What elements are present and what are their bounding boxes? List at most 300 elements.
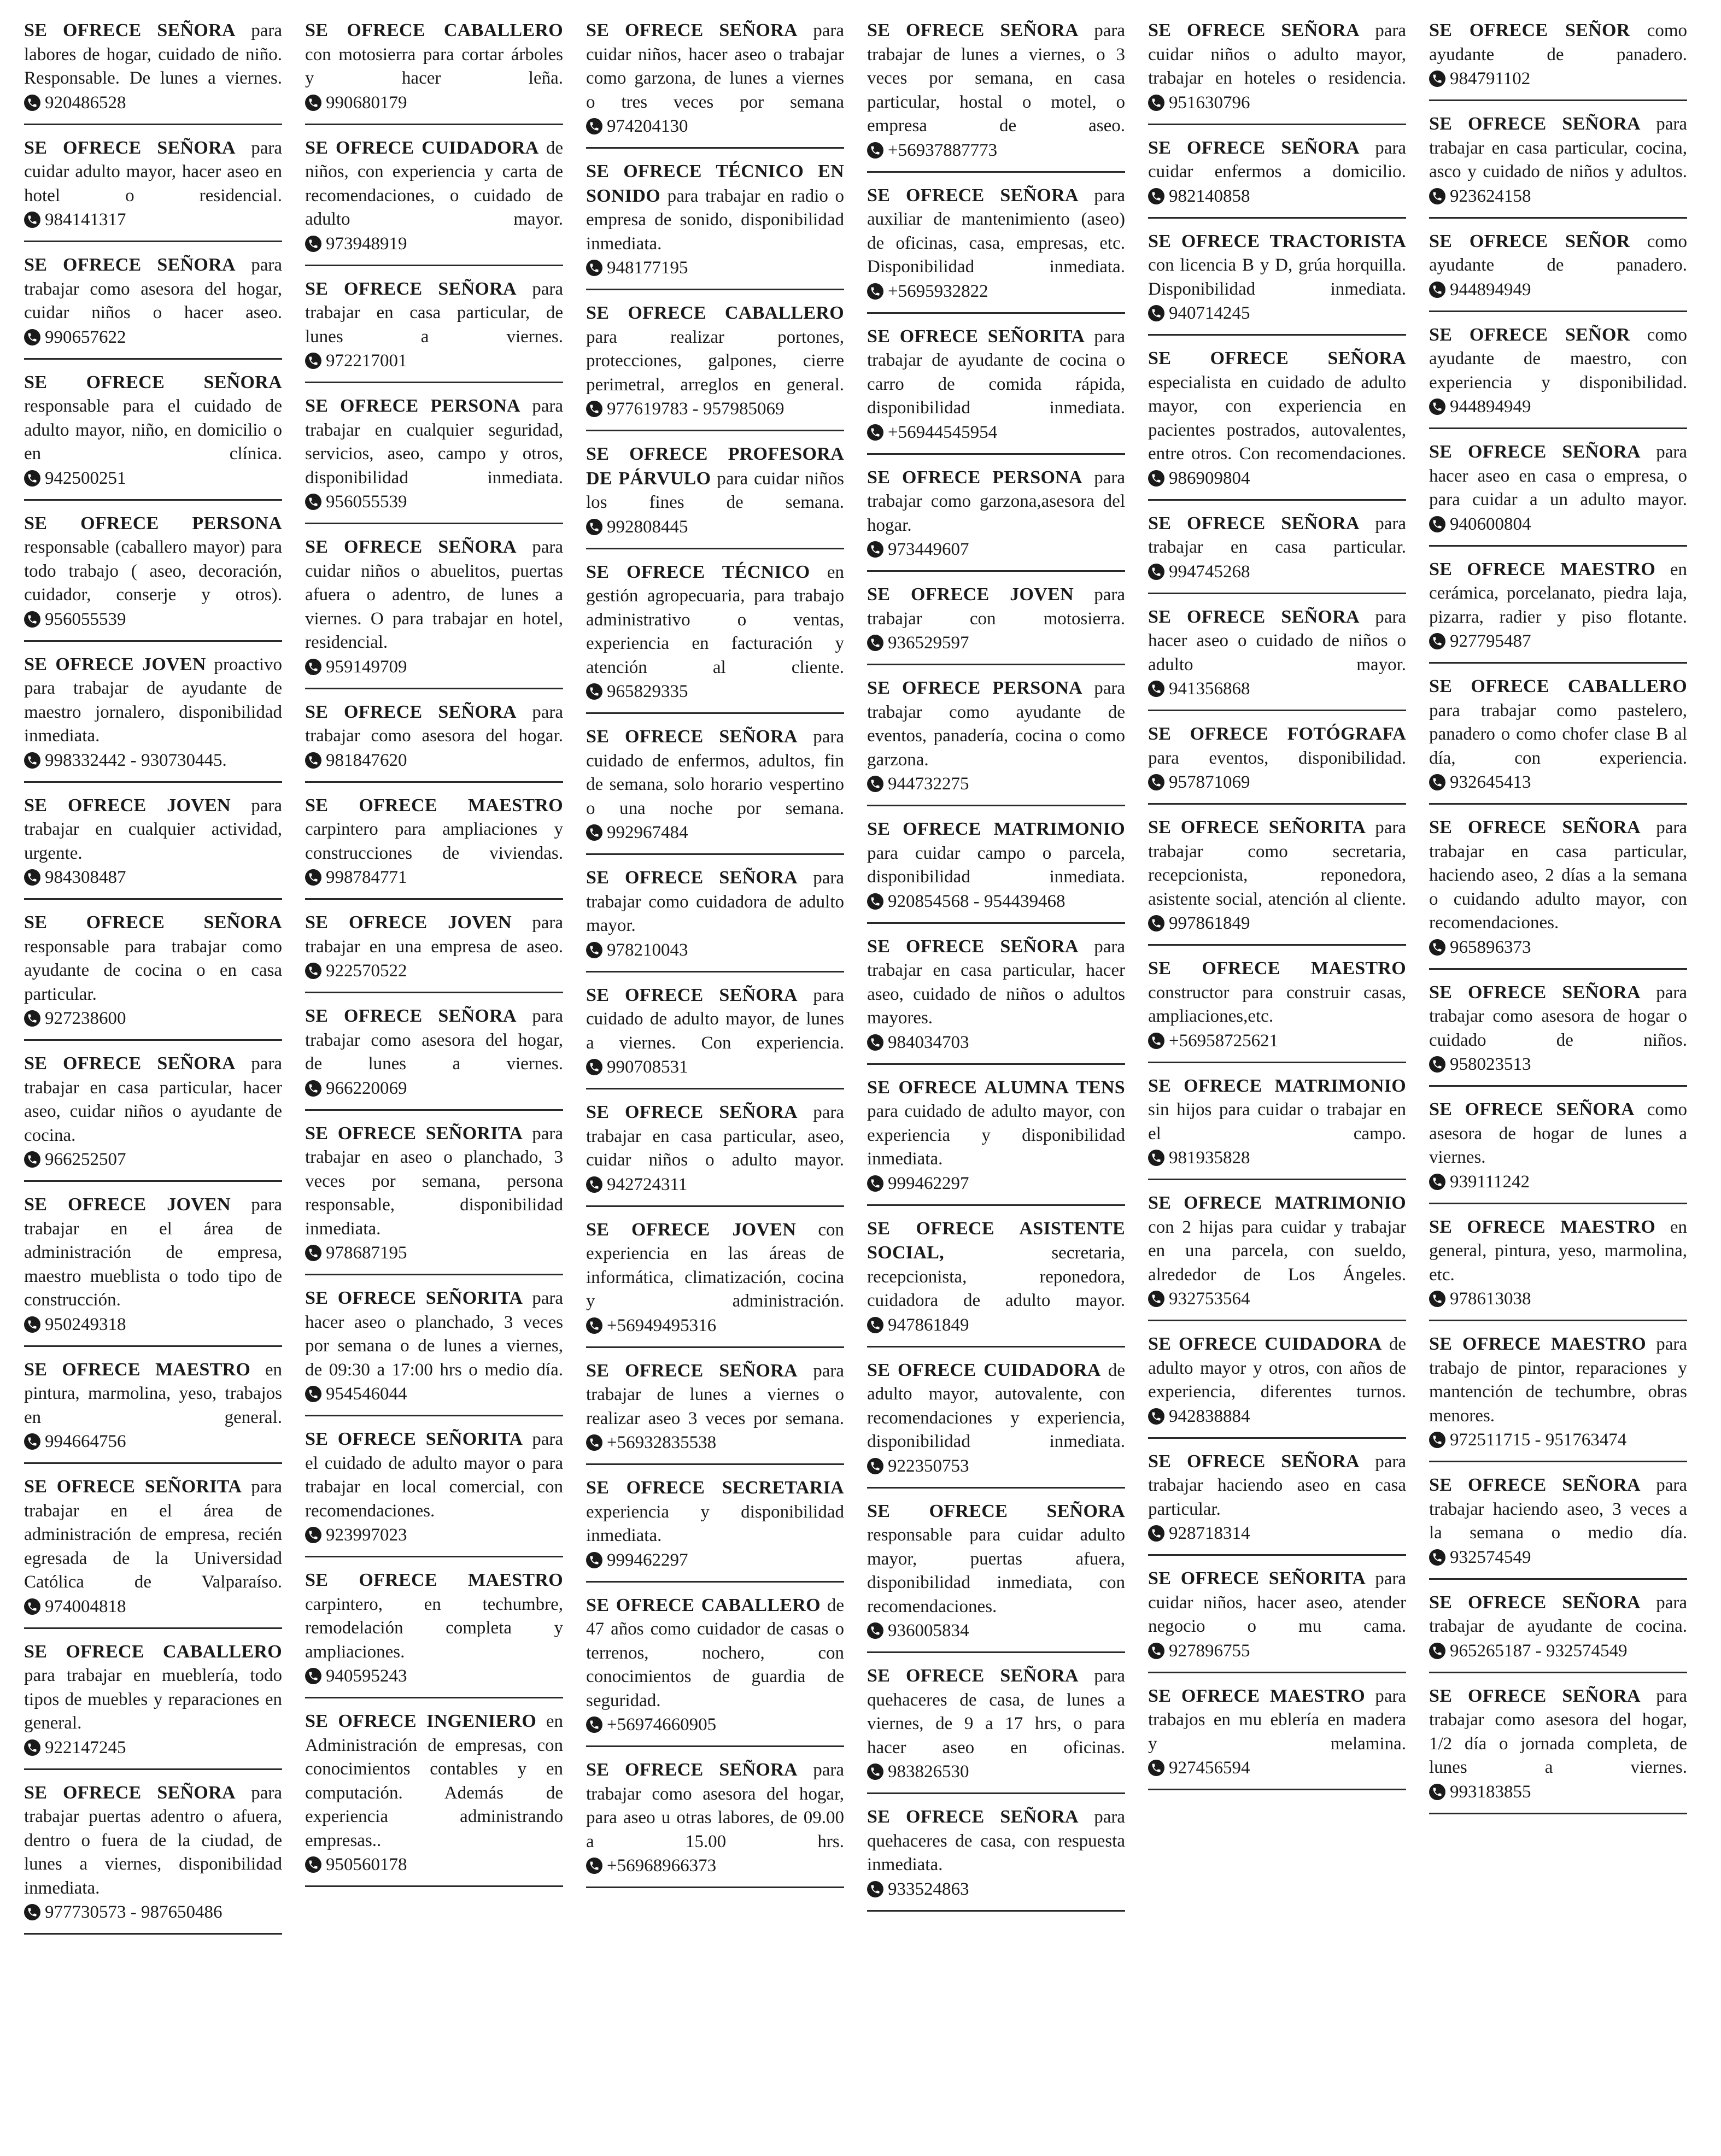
ad-phone xyxy=(24,1431,282,1452)
ad-description: para labores de hogar, cuidado de niño. Responsable. De lunes a viernes. xyxy=(24,21,282,88)
classified-ad xyxy=(24,253,282,360)
ad-heading: SE OFRECE CABALLERO xyxy=(24,1641,282,1662)
ad-description: para realizar portones, protecciones, galpones, cierre perimetral, arreglos en general. xyxy=(586,327,844,395)
phone-number: 927896755 xyxy=(1169,1641,1250,1661)
ad-heading: SE OFRECE SEÑOR xyxy=(1429,324,1630,345)
classified-ad xyxy=(867,935,1125,1065)
phone-number: 927238600 xyxy=(45,1009,126,1028)
ad-description: para trabajar en casa particular, aseo, cuidar niños o adulto mayor. xyxy=(586,1103,844,1170)
ad-heading: SE OFRECE SEÑORA xyxy=(867,1501,1125,1521)
classified-ad xyxy=(1148,1332,1406,1439)
ad-heading: SE OFRECE SEÑORA xyxy=(586,727,798,747)
ad-text xyxy=(586,1593,844,1713)
ad-text xyxy=(1429,1215,1687,1287)
ad-heading: SE OFRECE INGENIERO xyxy=(305,1711,537,1731)
ad-phone xyxy=(867,890,1125,912)
ad-description: para el cuidado de adulto mayor o para trabajar en local comercial, con recomendaciones. xyxy=(305,1429,563,1521)
ad-phone xyxy=(1429,185,1687,207)
ad-phone xyxy=(24,1901,282,1923)
ad-heading: SE OFRECE SEÑORA xyxy=(1429,1475,1641,1495)
ad-phone xyxy=(867,1032,1125,1053)
ad-description: para cuidar niños o adulto mayor, trabajar en hoteles o residencia. xyxy=(1148,21,1406,88)
ad-text xyxy=(867,325,1125,420)
ad-heading: SE OFRECE SEÑORITA xyxy=(1148,817,1366,837)
phone-icon xyxy=(586,1317,602,1334)
ad-text xyxy=(1148,1684,1406,1756)
ad-text xyxy=(586,1359,844,1431)
ad-text xyxy=(305,700,563,748)
column-5 xyxy=(1148,19,1406,2156)
ad-description: para hacer aseo o cuidado de niños o adulto mayor. xyxy=(1148,607,1406,675)
ad-phone xyxy=(305,92,563,114)
ad-text xyxy=(1429,558,1687,630)
phone-icon xyxy=(867,283,883,300)
ad-phone xyxy=(586,1315,844,1337)
phone-number: 923997023 xyxy=(326,1525,407,1545)
ad-phone xyxy=(1148,912,1406,934)
ad-heading: SE OFRECE SEÑORA xyxy=(305,537,517,557)
column-2 xyxy=(305,19,563,2156)
ad-description: para trabajar haciendo aseo, 3 veces a la semana o medio día. xyxy=(1429,1475,1687,1543)
phone-icon xyxy=(24,1010,40,1027)
phone-icon xyxy=(24,1316,40,1333)
phone-icon xyxy=(305,869,321,886)
classified-ad xyxy=(1148,1191,1406,1321)
ad-heading: SE OFRECE SEÑORA xyxy=(1148,606,1360,627)
ad-text xyxy=(305,1427,563,1523)
ad-text xyxy=(586,160,844,256)
classified-ad xyxy=(1429,816,1687,970)
ad-phone xyxy=(586,398,844,420)
phone-number: +56932835538 xyxy=(607,1433,717,1452)
ad-heading: SE OFRECE SEÑORA xyxy=(1429,982,1641,1003)
phone-number: 965265187 - 932574549 xyxy=(1450,1641,1628,1661)
classified-ad xyxy=(1148,1567,1406,1673)
ad-phone xyxy=(867,1878,1125,1900)
ad-phone xyxy=(305,1665,563,1687)
phone-icon xyxy=(586,401,602,417)
ad-heading: SE OFRECE SEÑORA xyxy=(867,185,1079,206)
ad-heading: SE OFRECE SEÑORA xyxy=(586,1102,798,1122)
classified-ad xyxy=(305,1709,563,1887)
classified-ad xyxy=(586,1476,844,1583)
ad-heading: SE OFRECE SEÑOR xyxy=(1429,20,1630,40)
ad-text xyxy=(586,866,844,938)
ad-text xyxy=(305,911,563,959)
ad-phone xyxy=(1429,396,1687,418)
ad-text xyxy=(1429,440,1687,512)
ad-phone xyxy=(586,516,844,538)
phone-number: 966220069 xyxy=(326,1078,407,1098)
ad-text xyxy=(1148,1332,1406,1404)
ad-text xyxy=(1429,1098,1687,1170)
ad-description: para trabajar en cualquier actividad, urgente. xyxy=(24,795,282,863)
ad-text xyxy=(24,1640,282,1736)
ad-heading: SE OFRECE SEÑORA xyxy=(24,372,282,392)
ad-phone xyxy=(24,866,282,888)
ad-text xyxy=(867,1805,1125,1877)
ad-heading: SE OFRECE MAESTRO xyxy=(1148,958,1406,979)
phone-number: 922147245 xyxy=(45,1737,126,1757)
ad-description: para cuidado de enfermos, adultos, fin de semana, solo horario vespertino o una noche por semana. xyxy=(586,727,844,818)
ad-description: para cuidar niños o abuelitos, puertas afuera o adentro, de lunes a viernes. O para trabajar en hotel, residencial. xyxy=(305,537,563,652)
ad-description: para trabajar en casa particular. xyxy=(1148,513,1406,557)
ad-description: experiencia y disponibilidad inmediata. xyxy=(586,1502,844,1545)
ad-description: para cuidar campo o parcela, disponibilidad inmediata. xyxy=(867,843,1125,887)
ad-description: para trabajar como asesora del hogar. xyxy=(305,702,563,746)
classified-ad xyxy=(867,583,1125,665)
phone-number: 940595243 xyxy=(326,1666,407,1686)
ad-heading: SE OFRECE SEÑORA xyxy=(1429,114,1641,134)
ad-phone xyxy=(1429,771,1687,793)
ad-text xyxy=(1148,136,1406,184)
classified-ad xyxy=(24,1193,282,1347)
phone-icon xyxy=(24,212,40,228)
phone-number: 920486528 xyxy=(45,92,126,113)
phone-icon xyxy=(867,1317,883,1333)
phone-icon xyxy=(24,611,40,628)
phone-icon xyxy=(586,1059,602,1075)
ad-text xyxy=(1429,323,1687,395)
phone-icon xyxy=(586,1716,602,1733)
phone-icon xyxy=(867,1175,883,1192)
ad-text xyxy=(24,794,282,866)
ad-text xyxy=(586,725,844,821)
phone-number: +5695932822 xyxy=(888,281,988,301)
ad-description: con experiencia en las áreas de informática, climatización, cocina y administración. xyxy=(586,1220,844,1311)
phone-number: 994745268 xyxy=(1169,561,1250,582)
ad-phone xyxy=(867,773,1125,795)
ad-phone xyxy=(1429,1429,1687,1451)
ad-phone xyxy=(24,1314,282,1335)
phone-icon xyxy=(1148,95,1164,111)
phone-number: 941356868 xyxy=(1169,679,1250,699)
ad-text xyxy=(1429,816,1687,935)
classified-ad xyxy=(1429,558,1687,664)
ad-text xyxy=(305,394,563,490)
ad-description: para trabajar en cualquier seguridad, servicios, aseo, campo y otros, disponibilidad inmediata. xyxy=(305,396,564,488)
phone-icon xyxy=(867,541,883,558)
ad-description: para trabajar en casa particular, hacer aseo, cuidado de niños o adultos mayores. xyxy=(867,936,1125,1028)
phone-icon xyxy=(24,1904,40,1920)
ad-phone xyxy=(1429,1171,1687,1193)
phone-number: 974204130 xyxy=(607,116,688,136)
ad-phone xyxy=(305,491,563,513)
ad-heading: SE OFRECE SEÑORA xyxy=(586,20,798,40)
phone-number: +56937887773 xyxy=(888,140,998,160)
ad-phone xyxy=(24,749,282,771)
classified-ad xyxy=(867,466,1125,572)
ad-phone xyxy=(1429,513,1687,535)
ad-phone xyxy=(1148,1288,1406,1310)
ad-description: como ayudante de maestro, con experiencia y disponibilidad. xyxy=(1429,325,1688,392)
classified-ad xyxy=(1148,1684,1406,1791)
ad-phone xyxy=(24,1737,282,1759)
phone-icon xyxy=(1429,188,1445,204)
ad-phone xyxy=(1429,1781,1687,1803)
classified-ad xyxy=(1148,19,1406,125)
phone-icon xyxy=(867,776,883,792)
classified-ad xyxy=(1429,440,1687,547)
phone-icon xyxy=(1148,915,1164,931)
ad-heading: SE OFRECE SEÑORA xyxy=(586,1360,798,1381)
classified-ad xyxy=(1429,1215,1687,1322)
ad-phone xyxy=(24,209,282,231)
ad-heading: SE OFRECE JOVEN xyxy=(305,912,512,933)
ad-heading: SE OFRECE SEÑORA xyxy=(24,137,236,158)
ad-description: para trabajar de lunes a viernes o realizar aseo 3 veces por semana. xyxy=(586,1361,844,1428)
ad-text xyxy=(586,1476,844,1548)
phone-icon xyxy=(1429,939,1445,956)
ad-heading: SE OFRECE SEÑORA xyxy=(1429,1099,1635,1120)
phone-number: 990657622 xyxy=(45,327,126,347)
classified-ad xyxy=(867,19,1125,173)
ad-text xyxy=(586,983,844,1056)
ad-text xyxy=(305,1286,563,1382)
classified-ad xyxy=(586,725,844,855)
phone-icon xyxy=(1429,1432,1445,1448)
ad-text xyxy=(305,136,563,232)
ad-heading: SE OFRECE MAESTRO xyxy=(1429,1334,1647,1354)
ad-description: como ayudante de panadero. xyxy=(1429,231,1688,275)
classified-ad xyxy=(1429,1473,1687,1580)
classified-ad xyxy=(1148,230,1406,336)
phone-number: 973948919 xyxy=(326,233,407,254)
ad-heading: SE OFRECE CUIDADORA xyxy=(305,137,539,158)
classified-ad xyxy=(867,325,1125,455)
phone-number: +56968966373 xyxy=(607,1856,717,1876)
classified-ad xyxy=(867,184,1125,314)
ad-phone xyxy=(305,749,563,771)
ad-heading: SE OFRECE FOTÓGRAFA xyxy=(1148,724,1406,744)
ad-description: para trabajar como garzona,asesora del hogar. xyxy=(867,467,1126,535)
ad-heading: SE OFRECE PERSONA xyxy=(867,467,1082,488)
ad-description: para trabajo de pintor, reparaciones y mantención de techumbre, obras menores. xyxy=(1429,1334,1687,1426)
phone-number: 965896373 xyxy=(1450,937,1531,957)
ad-description: para trabajar en casa particular, haciendo aseo, 2 días a la semana o cuidando adulto mayor, con recomendaciones. xyxy=(1429,818,1687,933)
ad-phone xyxy=(586,1855,844,1877)
phone-number: 966252507 xyxy=(45,1150,126,1169)
classified-ad xyxy=(586,866,844,972)
phone-number: 978687195 xyxy=(326,1243,407,1263)
classified-ad xyxy=(1429,112,1687,219)
ad-description: proactivo para trabajar de ayudante de maestro jornalero, disponibilidad inmediata. xyxy=(24,654,282,746)
ad-text xyxy=(1148,1450,1406,1522)
classified-ad xyxy=(586,301,844,431)
phone-icon xyxy=(24,1433,40,1450)
classified-ad xyxy=(305,1568,563,1698)
phone-number: 977619783 - 957985069 xyxy=(607,399,785,419)
phone-icon xyxy=(24,869,40,886)
ad-description: para trabajar en aseo o planchado, 3 veces por semana, persona responsable, disponibilidad inmediata. xyxy=(305,1123,563,1239)
ad-description: para trabajar como secretaria, recepcionista, reponedora, asistente social, atención al cliente. xyxy=(1148,818,1406,909)
phone-icon xyxy=(1148,774,1164,790)
ad-phone xyxy=(1148,302,1406,324)
phone-icon xyxy=(586,1434,602,1451)
classified-ad xyxy=(305,19,563,125)
phone-number: 942724311 xyxy=(607,1174,688,1194)
ad-text xyxy=(24,1358,282,1430)
ad-heading: SE OFRECE SEÑORA xyxy=(305,701,517,722)
phone-number: 972217001 xyxy=(326,351,407,371)
phone-icon xyxy=(586,1176,602,1193)
phone-number: 951630796 xyxy=(1169,92,1250,113)
phone-icon xyxy=(24,470,40,487)
ad-phone xyxy=(586,1714,844,1736)
phone-number: 972511715 - 951763474 xyxy=(1450,1430,1627,1450)
ad-heading: SE OFRECE SEÑORITA xyxy=(1148,1568,1366,1589)
ad-phone xyxy=(1429,1546,1687,1568)
ad-heading: SE OFRECE JOVEN xyxy=(586,1219,797,1240)
ad-phone xyxy=(867,1620,1125,1642)
phone-icon xyxy=(305,353,321,369)
classified-ad xyxy=(305,136,563,266)
classified-ad xyxy=(1429,1332,1687,1462)
phone-icon xyxy=(1429,282,1445,298)
ad-text xyxy=(24,1475,282,1595)
phone-icon xyxy=(867,1458,883,1474)
ad-heading: SE OFRECE SEÑORA xyxy=(1148,137,1360,158)
phone-number: 956055539 xyxy=(326,492,407,512)
ad-text xyxy=(1148,722,1406,770)
phone-number: 957871069 xyxy=(1169,772,1250,792)
ad-heading: SE OFRECE MATRIMONIO xyxy=(867,819,1125,839)
ad-text xyxy=(586,1100,844,1173)
ad-phone xyxy=(1148,1522,1406,1544)
phone-icon xyxy=(1429,1549,1445,1566)
ad-phone xyxy=(305,1524,563,1546)
ad-phone xyxy=(305,1242,563,1264)
phone-icon xyxy=(586,1858,602,1874)
classified-ad xyxy=(1429,1684,1687,1814)
ad-text xyxy=(1429,1473,1687,1545)
ad-text xyxy=(867,466,1125,538)
ad-description: responsable para el cuidado de adulto mayor, niño, en domicilio o en clínica. xyxy=(24,396,282,464)
ad-heading: SE OFRECE TÉCNICO EN SONIDO xyxy=(586,161,844,206)
ad-phone xyxy=(1148,1405,1406,1427)
phone-number: 978210043 xyxy=(607,940,688,960)
ad-description: para trabajar como asesora del hogar, de lunes a viernes. xyxy=(305,1006,563,1074)
ad-heading: SE OFRECE MAESTRO xyxy=(1148,1685,1366,1706)
ad-description: para trabajar como cuidadora de adulto mayor. xyxy=(586,868,844,935)
ad-heading: SE OFRECE CABALLERO xyxy=(586,303,844,323)
phone-icon xyxy=(305,1080,321,1097)
phone-icon xyxy=(1148,1291,1164,1307)
classified-ad xyxy=(867,1664,1125,1794)
ad-text xyxy=(305,19,563,91)
ad-heading: SE OFRECE SECRETARIA xyxy=(586,1478,844,1498)
column-4 xyxy=(867,19,1125,2156)
ad-text xyxy=(1148,605,1406,677)
phone-number: 978613038 xyxy=(1450,1289,1531,1309)
ad-heading: SE OFRECE SEÑORA xyxy=(586,1760,798,1780)
phone-icon xyxy=(867,142,883,159)
classified-ad xyxy=(1429,323,1687,430)
classified-ad xyxy=(24,1052,282,1182)
phone-number: 932645413 xyxy=(1450,772,1531,792)
ad-phone xyxy=(867,1173,1125,1194)
ad-heading: SE OFRECE JOVEN xyxy=(24,654,206,675)
ad-phone xyxy=(867,1314,1125,1336)
phone-number: 942838884 xyxy=(1169,1406,1250,1426)
phone-number: 984034703 xyxy=(888,1032,969,1052)
phone-icon xyxy=(305,95,321,111)
ad-phone xyxy=(305,1383,563,1405)
classified-ad xyxy=(1148,1450,1406,1556)
ad-heading: SE OFRECE SEÑORA xyxy=(1148,20,1360,40)
ad-heading: SE OFRECE PERSONA xyxy=(305,396,520,416)
ad-phone xyxy=(1148,1030,1406,1052)
ad-phone xyxy=(305,1854,563,1876)
ad-phone xyxy=(305,350,563,372)
phone-number: 984791102 xyxy=(1450,69,1531,89)
classified-ad xyxy=(586,983,844,1090)
phone-icon xyxy=(586,260,602,276)
ad-phone xyxy=(586,681,844,702)
phone-icon xyxy=(1429,633,1445,649)
column-1 xyxy=(24,19,282,2156)
phone-number: 981935828 xyxy=(1169,1148,1250,1168)
phone-icon xyxy=(1148,564,1164,580)
ad-heading: SE OFRECE SEÑORA xyxy=(305,1006,517,1026)
classified-ad xyxy=(586,160,844,290)
classified-ad xyxy=(1429,981,1687,1087)
ad-phone xyxy=(1148,771,1406,793)
ad-text xyxy=(586,442,844,515)
phone-number: 973449607 xyxy=(888,540,969,559)
phone-number: +56974660905 xyxy=(607,1715,717,1735)
classified-ad xyxy=(1429,230,1687,312)
phone-number: 950249318 xyxy=(45,1314,126,1334)
ad-text xyxy=(586,19,844,114)
ad-phone xyxy=(305,866,563,888)
ad-description: para trabajar como pastelero, panadero o como chofer clase B al día, con experiencia. xyxy=(1429,700,1687,768)
ad-description: para trabajar en casa particular, hacer aseo, cuidar niños o ayudante de cocina. xyxy=(24,1054,282,1145)
ad-phone xyxy=(305,1077,563,1099)
ad-heading: SE OFRECE SEÑORA xyxy=(1429,1592,1641,1613)
ad-text xyxy=(586,1218,844,1314)
phone-icon xyxy=(1148,1525,1164,1542)
classified-ad xyxy=(1148,1074,1406,1181)
classified-ad xyxy=(1148,605,1406,712)
ad-text xyxy=(1148,230,1406,302)
phone-number: 927456594 xyxy=(1169,1758,1250,1778)
ad-text xyxy=(305,794,563,866)
phone-icon xyxy=(1148,1643,1164,1659)
ad-heading: SE OFRECE MAESTRO xyxy=(305,795,563,816)
ad-text xyxy=(867,817,1125,889)
phone-icon xyxy=(867,1881,883,1897)
phone-number: 986909804 xyxy=(1169,468,1250,488)
ad-phone xyxy=(867,538,1125,560)
ad-heading: SE OFRECE SEÑORA xyxy=(305,278,517,299)
ad-phone xyxy=(867,1761,1125,1783)
classified-ad xyxy=(1429,675,1687,805)
phone-number: 999462297 xyxy=(607,1550,688,1570)
ad-text xyxy=(867,1499,1125,1619)
ad-description: para trabajar haciendo aseo en casa particular. xyxy=(1148,1451,1406,1519)
classified-ad xyxy=(305,1427,563,1557)
ad-description: para cuidar niños, hacer aseo, atender negocio o mu cama. xyxy=(1148,1569,1406,1636)
classified-ad xyxy=(24,911,282,1041)
ad-phone xyxy=(1148,678,1406,700)
phone-icon xyxy=(1148,1033,1164,1049)
ad-description: para quehaceres de casa, de lunes a viernes, de 9 a 17 hrs, o para hacer aseo en oficinas. xyxy=(867,1666,1125,1757)
classified-ad xyxy=(24,371,282,501)
ad-heading: SE OFRECE MATRIMONIO xyxy=(1148,1075,1406,1096)
ad-phone xyxy=(867,139,1125,161)
ad-description: en Administración de empresas, con conocimientos contables y en computación. Además de experiencia administrando empresas.. xyxy=(305,1712,563,1850)
